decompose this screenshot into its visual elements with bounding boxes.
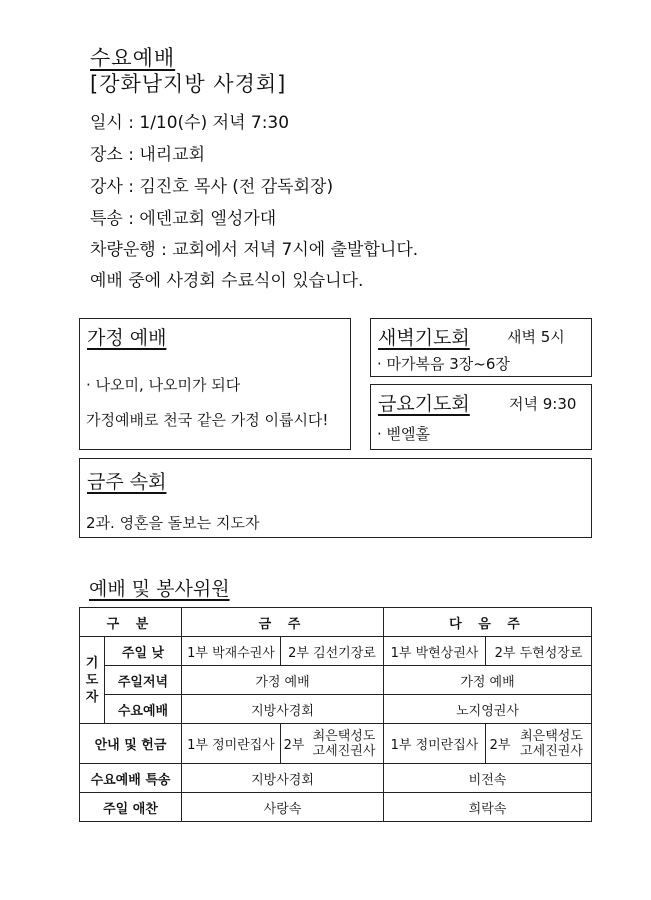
duty-title: 예배 및 봉사위원 <box>89 578 230 600</box>
wednesday-this: 지방사경회 <box>182 695 384 724</box>
wednesday-title: 수요예배 <box>90 46 176 70</box>
dawn-prayer-box <box>370 318 592 377</box>
wednesday-line-speaker: 강사 : 김진호 목사 (전 감독회장) <box>90 177 334 197</box>
dawn-prayer-text: · 마가복음 3장~6장 <box>377 355 510 373</box>
usher-next-2-line1: 최은택성도 <box>520 728 583 744</box>
prayer-label-cell <box>80 637 105 724</box>
sunday-eve-label: 주일저녁 <box>105 666 182 695</box>
wed-special-this: 지방사경회 <box>182 764 384 793</box>
usher-next-2 <box>486 724 592 764</box>
wednesday-line-date: 일시 : 1/10(수) 저녁 7:30 <box>90 113 290 133</box>
dawn-prayer-title: 새벽기도회 <box>378 327 470 349</box>
usher-next-2-line2: 고세진권사 <box>520 743 583 759</box>
family-worship-line1: · 나오미, 나오미가 되다 <box>86 376 241 394</box>
usher-next-2-prefix: 2부 <box>489 738 511 753</box>
usher-this-2-prefix: 2부 <box>283 738 305 753</box>
sunday-day-label: 주일 낮 <box>105 637 182 666</box>
usher-this-2 <box>281 724 384 764</box>
family-worship-line2: 가정예배로 천국 같은 가정 이룹시다! <box>86 411 329 429</box>
family-worship-box <box>79 318 351 450</box>
wednesday-line-place: 장소 : 내리교회 <box>90 145 206 165</box>
flowers-next: 희락속 <box>384 793 592 822</box>
header-category: 구 분 <box>80 608 182 637</box>
duty-table <box>79 607 592 822</box>
family-worship-title: 가정 예배 <box>87 327 167 349</box>
wed-special-next: 비전속 <box>384 764 592 793</box>
dawn-prayer-time: 새벽 5시 <box>507 328 565 346</box>
friday-prayer-text: · 벧엘홀 <box>377 425 431 443</box>
table-row-flowers <box>80 793 592 822</box>
usher-this-2-line1: 최은택성도 <box>312 728 376 744</box>
table-row-usher <box>80 724 592 764</box>
sunday-eve-this: 가정 예배 <box>182 666 384 695</box>
table-row-sunday-day <box>80 637 592 666</box>
header-this-week: 금 주 <box>182 608 384 637</box>
wednesday-line-transport: 차량운행 : 교회에서 저녁 7시에 출발합니다. <box>90 240 419 260</box>
sunday-day-this-1: 1부 박재수권사 <box>182 637 281 666</box>
sunday-day-next-2: 2부 두현성장로 <box>486 637 592 666</box>
friday-prayer-title: 금요기도회 <box>378 393 470 415</box>
wednesday-line-note: 예배 중에 사경회 수료식이 있습니다. <box>90 271 364 291</box>
flowers-this: 사랑속 <box>182 793 384 822</box>
wednesday-line-music: 특송 : 에덴교회 엘성가대 <box>90 209 277 229</box>
friday-prayer-box <box>370 384 592 450</box>
sunday-eve-next: 가정 예배 <box>384 666 592 695</box>
cell-meeting-box <box>79 458 592 538</box>
flowers-label: 주일 애찬 <box>80 793 182 822</box>
table-row-wed-special <box>80 764 592 793</box>
friday-prayer-time: 저녁 9:30 <box>509 395 577 413</box>
sunday-day-next-1: 1부 박현상권사 <box>384 637 486 666</box>
sunday-day-this-2: 2부 김선기장로 <box>281 637 384 666</box>
cell-meeting-title: 금주 속회 <box>87 471 167 493</box>
usher-next-1: 1부 정미란집사 <box>384 724 486 764</box>
prayer-label: 기도자 <box>85 655 99 705</box>
table-row-sunday-eve <box>80 666 592 695</box>
header-next-week: 다 음 주 <box>384 608 592 637</box>
table-row-wednesday <box>80 695 592 724</box>
wednesday-label: 수요예배 <box>105 695 182 724</box>
usher-this-1: 1부 정미란집사 <box>182 724 281 764</box>
wednesday-next: 노지영권사 <box>384 695 592 724</box>
cell-meeting-text: 2과. 영혼을 돌보는 지도자 <box>86 514 260 532</box>
wednesday-subtitle: [강화남지방 사경회] <box>90 72 287 96</box>
table-row-header <box>80 608 592 637</box>
wed-special-label: 수요예배 특송 <box>80 764 182 793</box>
usher-this-2-line2: 고세진권사 <box>312 743 376 759</box>
usher-label: 안내 및 헌금 <box>80 724 182 764</box>
